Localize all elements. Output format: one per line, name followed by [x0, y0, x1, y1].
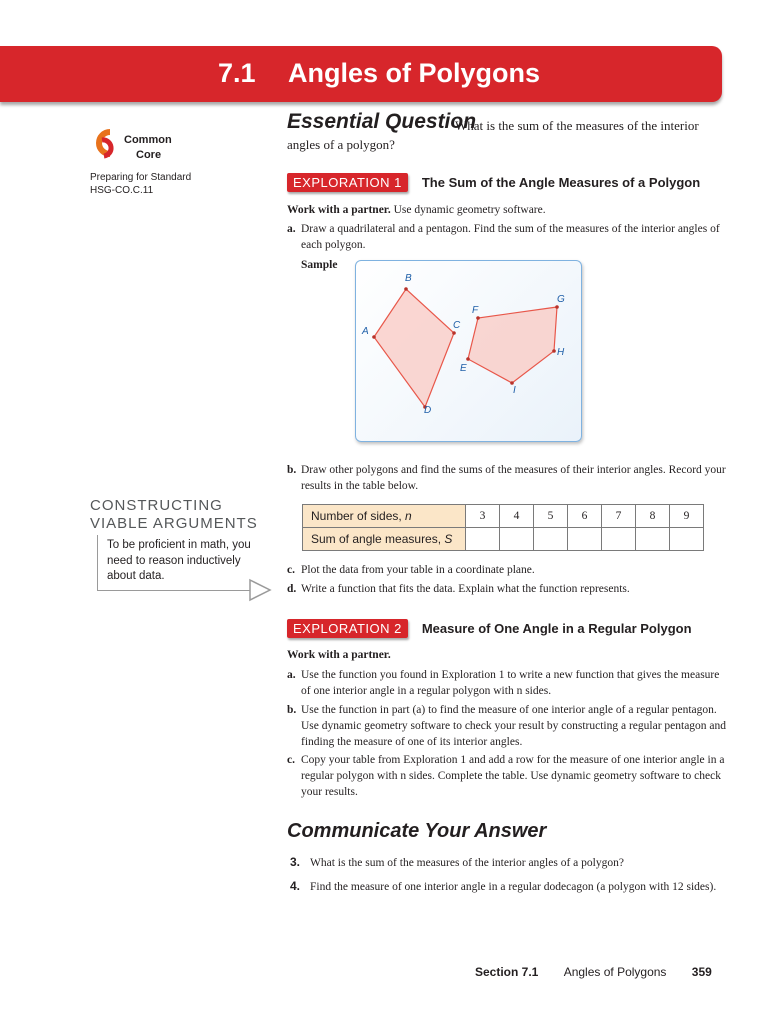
footer-section: Section 7.1	[475, 965, 539, 979]
sample-label: Sample	[301, 259, 338, 271]
table-cell: 9	[670, 505, 704, 528]
table-cell: 7	[602, 505, 636, 528]
table-cell-empty	[602, 528, 636, 551]
sidebar-title	[90, 497, 258, 533]
label-e: E	[460, 363, 467, 374]
point-b	[404, 287, 408, 291]
item-b-label: b.	[287, 464, 297, 476]
essential-question-text: What is the sum of the measures of the interior angles of a polygon?	[287, 118, 699, 152]
label-a: A	[362, 326, 369, 337]
table-cell-empty	[466, 528, 500, 551]
item-c-text: Plot the data from your table in a coordinate plane.	[301, 564, 535, 576]
point-a	[372, 335, 376, 339]
communicate-title: Communicate Your Answer	[287, 820, 547, 842]
question-4-text: Find the measure of one interior angle in a regular dodecagon (a polygon with 12 sides).	[310, 881, 717, 893]
label-d: D	[424, 405, 432, 416]
question-3	[290, 855, 720, 871]
exploration1-badge: EXPLORATION 1	[287, 173, 408, 192]
point-g	[555, 305, 559, 309]
exploration1-item-c	[287, 562, 727, 578]
table-cell-empty	[534, 528, 568, 551]
data-table	[302, 504, 704, 551]
table-cell: 8	[636, 505, 670, 528]
exploration2-intro: Work with a partner.	[287, 649, 391, 661]
label-f: F	[472, 305, 479, 316]
section-number: 7.1	[218, 58, 256, 88]
item-d-label: d.	[287, 583, 297, 595]
table-cell: 4	[500, 505, 534, 528]
section-header-bar	[0, 46, 722, 102]
item-b-text: Draw other polygons and find the sums of the measures of their interior angles. Record your results in the table below.	[301, 464, 726, 492]
exploration1-item-b	[287, 462, 727, 494]
question-4-number: 4.	[290, 879, 301, 893]
quadrilateral-abcd	[374, 289, 454, 407]
label-h: H	[557, 347, 565, 358]
section-title: Angles of Polygons	[288, 58, 541, 88]
item-a-text: Draw a quadrilateral and a pentagon. Find the sum of the measures of the interior angles of each polygon.	[301, 223, 720, 251]
point-f	[476, 316, 480, 320]
item-c-text: Copy your table from Exploration 1 and add a row for the measure of one interior angle in a regular polygon with n sides. Complete the table. Use dynamic geometry software to check your results.	[301, 754, 725, 798]
exploration2-heading	[287, 620, 692, 638]
item-c-label: c.	[287, 754, 295, 766]
sidebar-text: To be proficient in math, you need to reason inductively about data.	[107, 539, 251, 582]
polygon-diagram	[355, 260, 582, 442]
exploration2-item-b	[287, 702, 727, 750]
page-number: 359	[691, 965, 712, 979]
label-i: I	[513, 385, 516, 396]
item-b-text: Use the function in part (a) to find the measure of one interior angle of a regular pentagon. Use dynamic geometry software to check your result by constructing a regular pentagon and finding the measure of one of its interior angles.	[301, 704, 727, 748]
footer-title: Angles of Polygons	[563, 965, 667, 979]
item-a-label: a.	[287, 669, 296, 681]
question-3-text: What is the sum of the measures of the interior angles of a polygon?	[310, 857, 624, 869]
common-core-line2: Core	[136, 149, 162, 161]
exploration2-item-c	[287, 752, 727, 800]
exploration1-intro-text: Use dynamic geometry software.	[393, 204, 546, 216]
standard-code: HSG-CO.C.11	[90, 185, 154, 196]
pentagon-efghi	[468, 307, 557, 383]
standard-note	[90, 171, 191, 197]
exploration1-title: The Sum of the Angle Measures of a Polygon	[421, 175, 701, 190]
exploration1-intro-bold: Work with a partner.	[287, 204, 391, 216]
table-cell-empty	[500, 528, 534, 551]
table-cell: 3	[466, 505, 500, 528]
item-d-text: Write a function that fits the data. Explain what the function represents.	[301, 583, 630, 595]
question-4	[290, 879, 720, 895]
table-row-sum	[303, 528, 704, 551]
question-3-number: 3.	[290, 855, 301, 869]
common-core-line1: Common	[124, 134, 172, 146]
exploration1-heading	[287, 174, 700, 192]
sidebar-title-line1: CONSTRUCTING	[90, 497, 223, 514]
label-g: G	[557, 294, 565, 305]
label-c: C	[453, 320, 461, 331]
exploration2-title: Measure of One Angle in a Regular Polygon	[421, 621, 692, 636]
point-h	[552, 349, 556, 353]
common-core-label	[124, 133, 172, 163]
common-core-logo-icon	[90, 128, 120, 162]
table-cell-empty	[670, 528, 704, 551]
sidebar-title-line2: VIABLE ARGUMENTS	[90, 515, 258, 532]
page-footer	[475, 965, 712, 979]
table-cell: 6	[568, 505, 602, 528]
exploration2-badge: EXPLORATION 2	[287, 619, 408, 638]
label-b: B	[405, 273, 412, 284]
table-header-sides: Number of sides, n	[303, 505, 466, 528]
table-header-sum: Sum of angle measures, S	[303, 528, 466, 551]
point-e	[466, 357, 470, 361]
item-c-label: c.	[287, 564, 295, 576]
item-a-text: Use the function you found in Exploration 1 to write a new function that gives the measure of one interior angle in a regular polygon with n sides.	[301, 669, 720, 697]
exploration1-item-d	[287, 581, 727, 597]
item-b-label: b.	[287, 704, 297, 716]
exploration1-intro	[287, 202, 546, 218]
table-cell-empty	[636, 528, 670, 551]
essential-question-label: Essential Question	[287, 110, 477, 133]
table-cell: 5	[534, 505, 568, 528]
table-row-sides	[303, 505, 704, 528]
table-cell-empty	[568, 528, 602, 551]
item-a-label: a.	[287, 223, 296, 235]
exploration2-item-a	[287, 667, 727, 699]
standard-prep-text: Preparing for Standard	[90, 172, 192, 183]
point-c	[452, 331, 456, 335]
exploration1-item-a	[287, 221, 727, 253]
